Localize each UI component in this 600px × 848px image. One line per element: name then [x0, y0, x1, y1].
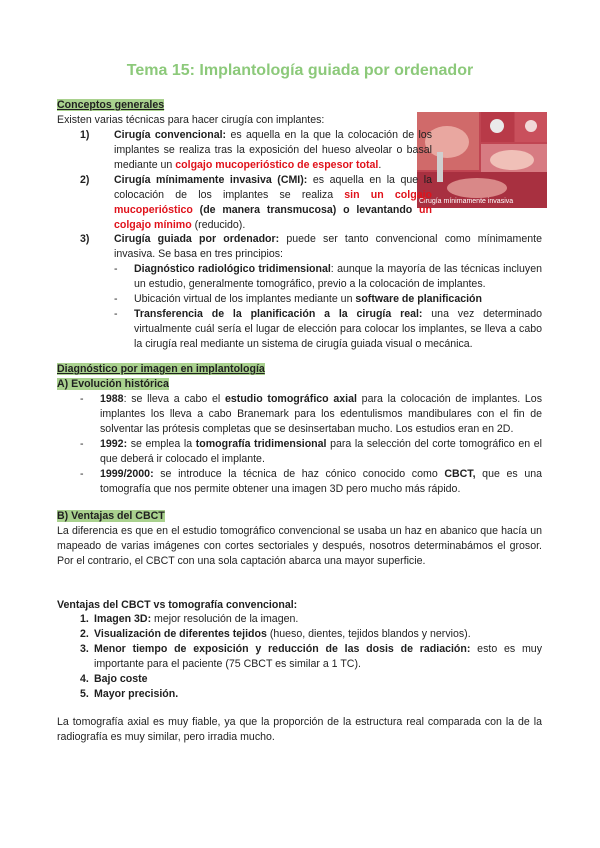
ventaja-text: esto es muy importante para el paciente (75 CBCT es similar a 1 TC). [94, 643, 542, 670]
history-year: 1988 [100, 393, 124, 405]
bullet-dash: - [80, 438, 84, 450]
principles-list [80, 262, 542, 352]
sub-a-heading [57, 377, 407, 392]
history-text: se introduce la técnica de haz cónico conocido como [153, 468, 445, 480]
sub-a-label: A) Evolución histórica [57, 378, 169, 390]
list-item [80, 642, 542, 672]
item-number: 2) [80, 174, 90, 186]
list-item [80, 612, 542, 627]
bullet-dash: - [114, 308, 118, 320]
closing-paragraph: La tomografía axial es muy fiable, ya que la proporción de la estructura real comparada con la de la radiografía es muy similar, pero irradia mucho. [57, 716, 542, 743]
item-end: (reducido). [191, 219, 246, 231]
item-number: 5. [80, 688, 89, 700]
list-item [114, 307, 542, 352]
list-item [80, 672, 542, 687]
cbct-paragraph: La diferencia es que en el estudio tomográfico convencional se usaba un haz en abanico que hacía un mapeado de varias imágenes con cortes sectoriales y después, nosotros determinabámos el grosor. Por el contrario, el CBCT con una sola captación abarca una mayor superficie. [57, 525, 542, 567]
item-number: 1) [80, 129, 90, 141]
ventaja-text: mejor resolución de la imagen. [151, 613, 299, 625]
item-text: es aquella en la que la colocación de los implantes se realiza tras la exposición del hueso alveolar o basal mediante un [114, 129, 432, 171]
section-diagnostico-heading [57, 362, 407, 377]
principle-label: software de planificación [355, 293, 482, 305]
list-item [80, 627, 542, 642]
item-label: Cirugía convencional: [114, 129, 227, 141]
history-year: 1999/2000: [100, 468, 154, 480]
item-highlight: colgajo mucoperióstico de espesor total [175, 159, 379, 171]
conceptos-intro: Existen varias técnicas para hacer cirugía con implantes: [57, 114, 325, 126]
principle-label: Transferencia de la planificación a la cirugía real: [134, 308, 423, 320]
item-label: Cirugía mínimamente invasiva (CMI): [114, 174, 308, 186]
principle-text: Ubicación virtual de los implantes mediante un [134, 293, 356, 305]
list-item [80, 173, 432, 233]
conceptos-heading: Conceptos generales [57, 99, 165, 111]
item-text: es aquella en la que la colocación de los implantes se realiza [114, 174, 432, 201]
history-bold: tomografía tridimensional [195, 438, 327, 450]
history-text: para la colocación de implantes. Los implantes los lleva a cabo Branemark para los edentulismos mandibulares con el fin de solventar las prótesis completas que se desinsertaban mucho. Los estudios eran en 2D. [100, 393, 542, 435]
bullet-dash: - [80, 393, 84, 405]
history-bold: estudio tomográfico axial [225, 393, 357, 405]
item-text: puede ser tanto convencional como mínimamente invasiva. Se basa en tres principios: [114, 233, 542, 260]
conceptos-list [80, 128, 432, 233]
sub-b-heading [57, 509, 407, 524]
principle-text: : aunque la mayoría de las técnicas incluyen un estudio, generalmente tomográfico, previo a la colocación de implantes. [134, 263, 542, 290]
ventaja-label: Bajo coste [94, 673, 148, 685]
item-mid: (de manera transmucosa) o levantando [192, 204, 420, 216]
item-number: 4. [80, 673, 89, 685]
history-text: se emplea la [127, 438, 196, 450]
implant-surgery-photo [417, 112, 547, 208]
history-list [80, 392, 542, 497]
bullet-dash: - [114, 263, 118, 275]
list-item [80, 687, 542, 702]
item-number: 3) [80, 233, 90, 245]
item-highlight-2: un colgajo mínimo [114, 204, 432, 231]
page-title: Tema 15: Implantología guiada por ordenador [126, 62, 474, 79]
list-item [80, 128, 432, 173]
sub-b-label: B) Ventajas del CBCT [57, 510, 165, 522]
conceptos-item-3 [80, 232, 542, 352]
item-end: . [378, 159, 382, 171]
history-text: : se lleva a cabo el [123, 393, 226, 405]
history-year: 1992: [100, 438, 128, 450]
item-number: 2. [80, 628, 89, 640]
bullet-dash: - [114, 293, 118, 305]
diagnostico-heading: Diagnóstico por imagen en implantología [57, 363, 265, 375]
item-highlight: sin un colgajo mucoperióstico [114, 189, 432, 216]
list-item [114, 292, 542, 307]
ventaja-label: Mayor precisión. [94, 688, 179, 700]
list-item [80, 232, 542, 262]
history-text: que es una tomografía que nos permite obtener una imagen 3D pero mucho más rápido. [100, 468, 542, 495]
principle-label: Diagnóstico radiológico tridimensional [134, 263, 331, 275]
history-bold: CBCT, [444, 468, 476, 480]
ventaja-label: Imagen 3D: [94, 613, 152, 625]
ventajas-list [80, 612, 542, 702]
item-number: 1. [80, 613, 89, 625]
history-text: para la selección del corte tomográfico en el que deberá ir colocado el implante. [100, 438, 542, 465]
list-item [80, 437, 542, 467]
surgery-image-icon [417, 112, 547, 208]
item-label: Cirugía guiada por ordenador: [114, 233, 280, 245]
photo-caption: Cirugía mínimamente invasiva [419, 198, 514, 205]
list-item [114, 262, 542, 292]
ventaja-label: Visualización de diferentes tejidos [94, 628, 267, 640]
list-item [80, 392, 542, 437]
list-item [80, 467, 542, 497]
bullet-dash: - [80, 468, 84, 480]
principle-text: una vez determinado virtualmente cuál sería el lugar de elección para colocar los implantes, se lleva a cabo la cirugía real mediante un sistema de cirugía guiada visual o mecánica. [134, 308, 542, 350]
section-conceptos-heading [57, 98, 407, 113]
ventajas-heading: Ventajas del CBCT vs tomografía convencional: [57, 599, 298, 611]
ventaja-text: (hueso, dientes, tejidos blandos y nervios). [266, 628, 471, 640]
ventaja-label: Menor tiempo de exposición y reducción de las dosis de radiación: [94, 643, 471, 655]
item-number: 3. [80, 643, 89, 655]
